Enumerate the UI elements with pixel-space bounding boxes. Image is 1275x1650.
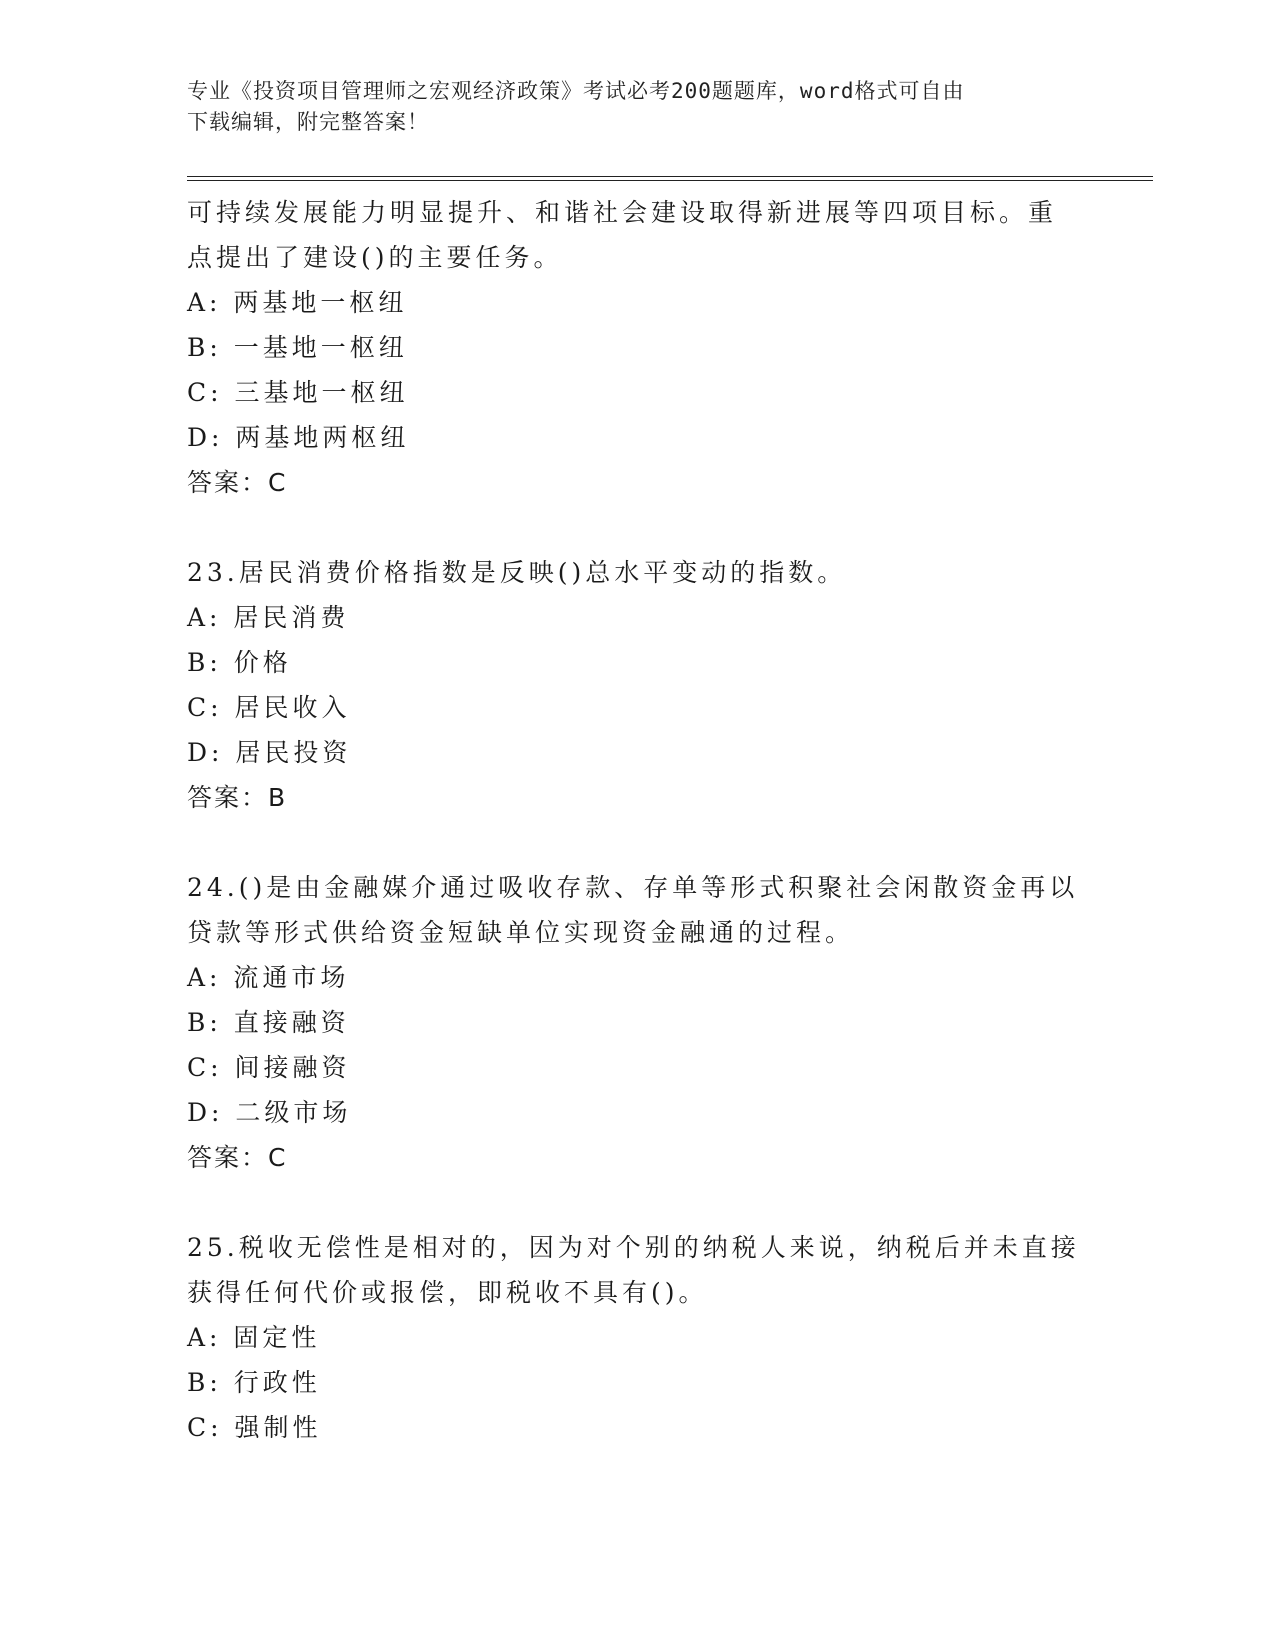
option-c: C: 强制性 <box>187 1413 322 1442</box>
question-list <box>187 190 1087 1450</box>
question-stem-line: 获得任何代价或报偿，即税收不具有()。 <box>187 1278 708 1307</box>
option-a: A: 流通市场 <box>187 963 350 992</box>
option-c: C: 三基地一枢纽 <box>187 378 409 407</box>
option-d: D: 居民投资 <box>187 738 352 767</box>
question-stem-line: 可持续发展能力明显提升、和谐社会建设取得新进展等四项目标。重 <box>187 198 1058 227</box>
option-a: A: 固定性 <box>187 1323 321 1352</box>
option-a: A: 两基地一枢纽 <box>187 288 408 317</box>
option-c: C: 间接融资 <box>187 1053 351 1082</box>
option-b: B: 直接融资 <box>187 1008 350 1037</box>
question-stem-line: 23.居民消费价格指数是反映()总水平变动的指数。 <box>187 558 847 587</box>
answer-line: 答案：C <box>187 1143 288 1172</box>
option-b: B: 行政性 <box>187 1368 321 1397</box>
question-stem-line: 贷款等形式供给资金短缺单位实现资金融通的过程。 <box>187 918 855 947</box>
option-d: D: 二级市场 <box>187 1098 352 1127</box>
question-stem-line: 点提出了建设()的主要任务。 <box>187 243 563 272</box>
option-b: B: 一基地一枢纽 <box>187 333 408 362</box>
header-line-1: 专业《投资项目管理师之宏观经济政策》考试必考200题题库，word格式可自由 <box>187 79 965 103</box>
answer-line: 答案：B <box>187 783 288 812</box>
question-block <box>187 1225 1087 1450</box>
question-spacer <box>187 505 1087 550</box>
header-divider <box>187 176 1153 181</box>
question-block <box>187 865 1087 1180</box>
question-spacer <box>187 1180 1087 1225</box>
question-block <box>187 550 1087 820</box>
question-stem-line: 24.()是由金融媒介通过吸收存款、存单等形式积聚社会闲散资金再以 <box>187 873 1079 902</box>
question-spacer <box>187 820 1087 865</box>
question-stem-line: 25.税收无偿性是相对的，因为对个别的纳税人来说，纳税后并未直接 <box>187 1233 1080 1262</box>
question-block <box>187 190 1087 505</box>
option-d: D: 两基地两枢纽 <box>187 423 410 452</box>
answer-line: 答案：C <box>187 468 288 497</box>
option-c: C: 居民收入 <box>187 693 351 722</box>
option-b: B: 价格 <box>187 648 292 677</box>
header-line-2: 下载编辑，附完整答案！ <box>187 110 429 134</box>
document-header <box>187 76 1067 138</box>
option-a: A: 居民消费 <box>187 603 350 632</box>
